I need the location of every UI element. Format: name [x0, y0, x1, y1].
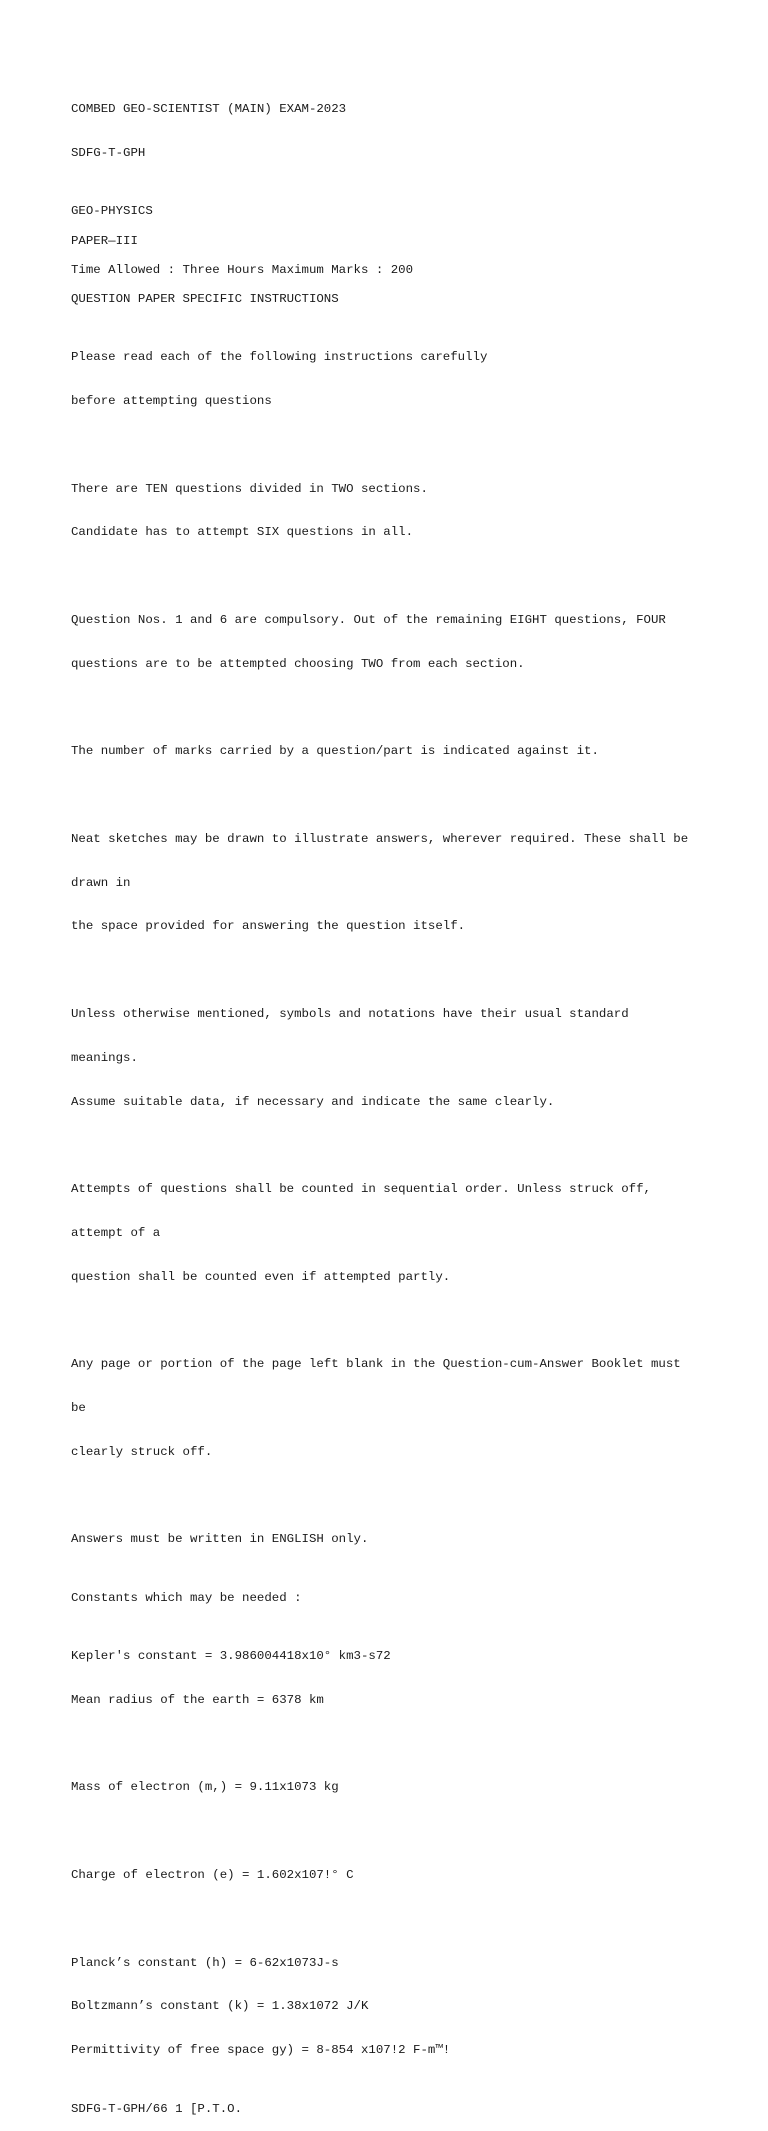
- constant-electron-mass: Mass of electron (m,) = 9.11x1073 kg: [71, 1780, 339, 1795]
- exam-header: [71, 73, 711, 190]
- instruction-line: There are TEN questions divided in TWO sections.: [71, 481, 428, 496]
- instruction-line: drawn in: [71, 875, 131, 890]
- constants-group: [71, 1839, 711, 1912]
- instruction-line: questions are to be attempted choosing TWO from each section.: [71, 656, 525, 671]
- instruction-item: [71, 584, 711, 701]
- instruction-item: [71, 1328, 711, 1489]
- instruction-item: [71, 978, 711, 1139]
- constants-group: [71, 1620, 711, 1737]
- instruction-item: [71, 803, 711, 964]
- constants-group: [71, 1926, 711, 2087]
- page-footer: SDFG-T-GPH/66 1 [P.T.O.: [71, 2101, 243, 2116]
- instruction-item: [71, 715, 711, 788]
- instruction-line: the space provided for answering the question itself.: [71, 919, 466, 934]
- instruction-line: Answers must be written in ENGLISH only.: [71, 1532, 369, 1547]
- time-and-marks: Time Allowed : Three Hours Maximum Marks : 200: [71, 262, 414, 277]
- instruction-line: Attempts of questions shall be counted in sequential order. Unless struck off,: [71, 1182, 651, 1197]
- instruction-line: Please read each of the following instructions carefully: [71, 350, 488, 365]
- constant-boltzmann: Boltzmann’s constant (k) = 1.38x1072 J/K: [71, 1999, 369, 2014]
- instruction-line: be: [71, 1401, 86, 1416]
- instruction-line: Neat sketches may be drawn to illustrate answers, wherever required. These shall be: [71, 831, 689, 846]
- constant-earth-radius: Mean radius of the earth = 6378 km: [71, 1692, 324, 1707]
- exam-title: COMBED GEO-SCIENTIST (MAIN) EXAM-2023: [71, 102, 347, 117]
- instruction-item: [71, 1153, 711, 1314]
- instructions-heading: QUESTION PAPER SPECIFIC INSTRUCTIONS: [71, 291, 339, 306]
- instruction-line: Candidate has to attempt SIX questions in all.: [71, 525, 414, 540]
- constant-electron-charge: Charge of electron (e) = 1.602x107!° C: [71, 1868, 354, 1883]
- instruction-item: [71, 321, 711, 438]
- constants-group: [71, 1751, 711, 1824]
- instruction-item: [71, 452, 711, 569]
- instruction-line: clearly struck off.: [71, 1444, 213, 1459]
- instruction-line: before attempting questions: [71, 394, 272, 409]
- constant-planck: Planck’s constant (h) = 6-62x1073J-s: [71, 1955, 339, 1970]
- instruction-line: Question Nos. 1 and 6 are compulsory. Out of the remaining EIGHT questions, FOUR: [71, 612, 666, 627]
- paper-number: PAPER—III: [71, 233, 138, 248]
- instruction-line: question shall be counted even if attempted partly.: [71, 1269, 451, 1284]
- instruction-line: meanings.: [71, 1050, 138, 1065]
- constant-kepler: Kepler's constant = 3.986004418x10° km3-s72: [71, 1649, 391, 1664]
- instruction-line: Unless otherwise mentioned, symbols and notations have their usual standard: [71, 1007, 629, 1021]
- exam-page: [71, 73, 711, 2131]
- instruction-line: Assume suitable data, if necessary and indicate the same clearly.: [71, 1094, 555, 1109]
- constants-heading: Constants which may be needed :: [71, 1590, 302, 1605]
- subject-title: GEO-PHYSICS: [71, 204, 153, 219]
- constant-permittivity: Permittivity of free space gy) = 8-854 x107!2 F-m™!: [71, 2043, 451, 2058]
- instruction-line: Any page or portion of the page left blank in the Question-cum-Answer Booklet must: [71, 1357, 681, 1372]
- instruction-line: attempt of a: [71, 1225, 161, 1240]
- exam-code: SDFG-T-GPH: [71, 145, 146, 160]
- instruction-item: [71, 1503, 711, 1576]
- instruction-line: The number of marks carried by a question/part is indicated against it.: [71, 744, 599, 759]
